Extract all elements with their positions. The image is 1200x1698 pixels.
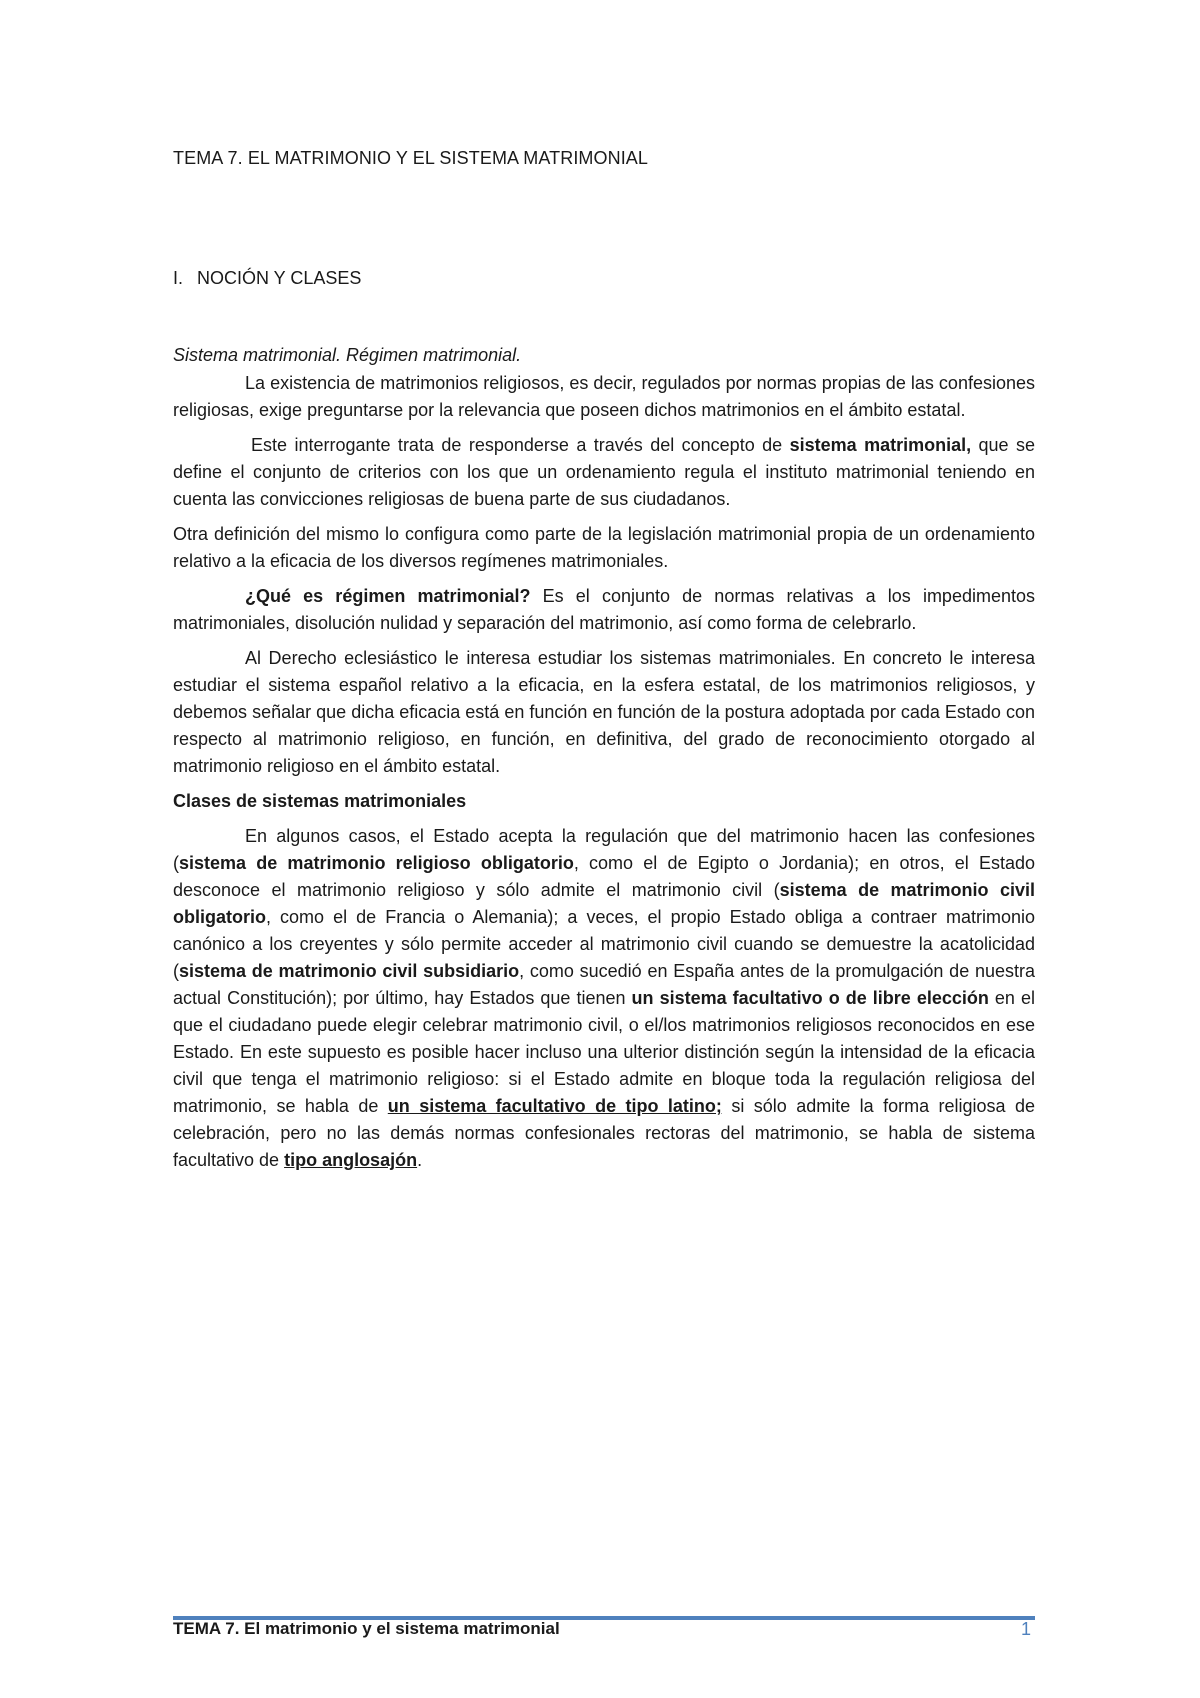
footer-text: TEMA 7. El matrimonio y el sistema matrimonial [173, 1619, 560, 1638]
paragraph-4-text: Es el conjunto de normas relativas a los impedimentos matrimoniales, disolución nulidad y separación del matrimonio, así como forma de celebrarlo. [173, 586, 1035, 633]
p6-text-6: si sólo admite la forma religiosa de celebración, pero no las demás normas confesionales rectoras del matrimonio, se habla de sistema facultativo de [173, 1096, 1035, 1170]
page-number: 1 [1021, 1619, 1032, 1639]
paragraph-2-text-a: Este interrogante trata de responderse a través del concepto de [251, 435, 790, 455]
paragraph-2-bold-term: sistema matrimonial, [789, 435, 972, 455]
paragraph-4 [173, 583, 1035, 637]
paragraph-1: La existencia de matrimonios religiosos, es decir, regulados por normas propias de las confesiones religiosas, exige preguntarse por la relevancia que poseen dichos matrimonios en el ámbito estatal. [173, 373, 1035, 420]
p6-text-3: , como el de Francia o Alemania); a veces, el propio Estado obliga a contraer matrimonio canónico a los creyentes y sólo permite acceder al matrimonio civil cuando se demuestre la acatolicidad ( [173, 907, 1035, 981]
p6-bold-2: sistema de matrimonio civil obligatorio [173, 880, 1035, 927]
p6-bold-3: sistema de matrimonio civil subsidiario [179, 961, 520, 981]
p6-text-1: En algunos casos, el Estado acepta la regulación que del matrimonio hacen las confesiones ( [173, 826, 1035, 873]
p6-text-2: , como el de Egipto o Jordania); en otros, el Estado desconoce el matrimonio religioso y sólo admite el matrimonio civil ( [173, 853, 1035, 900]
p6-underline-2: tipo anglosajón [284, 1150, 418, 1170]
section-number: I. [173, 268, 184, 288]
p6-text-5: en el que el ciudadano puede elegir celebrar matrimonio civil, o el/los matrimonios religiosos reconocidos en ese Estado. En este supuesto es posible hacer incluso una ulterior distinción según la intensidad de la eficacia civil que tenga el matrimonio religioso: si el Estado admite en bloque toda la regulación religiosa del matrimonio, se habla de [173, 988, 1035, 1116]
subheading: Sistema matrimonial. Régimen matrimonial. [173, 345, 522, 365]
section-heading [173, 265, 361, 292]
document-title: TEMA 7. EL MATRIMONIO Y EL SISTEMA MATRIMONIAL [173, 148, 649, 168]
section-title: NOCIÓN Y CLASES [197, 268, 362, 288]
classes-heading: Clases de sistemas matrimoniales [173, 791, 467, 811]
paragraph-6 [173, 823, 1035, 1174]
p6-text-7: . [417, 1150, 423, 1170]
p6-bold-1: sistema de matrimonio religioso obligatorio [179, 853, 574, 873]
paragraph-2-text-c: que se define el conjunto de criterios con los que un ordenamiento regula el instituto matrimonial teniendo en cuenta las convicciones religiosas de buena parte de sus ciudadanos. [173, 435, 1035, 509]
p6-text-4: , como sucedió en España antes de la promulgación de nuestra actual Constitución); por último, hay Estados que tienen [173, 961, 1035, 1008]
document-body [173, 370, 1035, 1182]
paragraph-3: Otra definición del mismo lo configura como parte de la legislación matrimonial propia de un ordenamiento relativo a la eficacia de los diversos regímenes matrimoniales. [173, 524, 1035, 571]
paragraph-5: Al Derecho eclesiástico le interesa estudiar los sistemas matrimoniales. En concreto le interesa estudiar el sistema español relativo a la eficacia, en la esfera estatal, de los matrimonios religiosos, y debemos señalar que dicha eficacia está en función en función de la postura adoptada por cada Estado con respecto al matrimonio religioso, en función, en definitiva, del grado de reconocimiento otorgado al matrimonio religioso en el ámbito estatal. [173, 648, 1035, 776]
paragraph-4-question: ¿Qué es régimen matrimonial? [245, 586, 531, 606]
p6-bold-4: un sistema facultativo o de libre elección [631, 988, 989, 1008]
paragraph-2 [173, 432, 1035, 513]
p6-underline-1: un sistema facultativo de tipo latino; [387, 1096, 722, 1116]
